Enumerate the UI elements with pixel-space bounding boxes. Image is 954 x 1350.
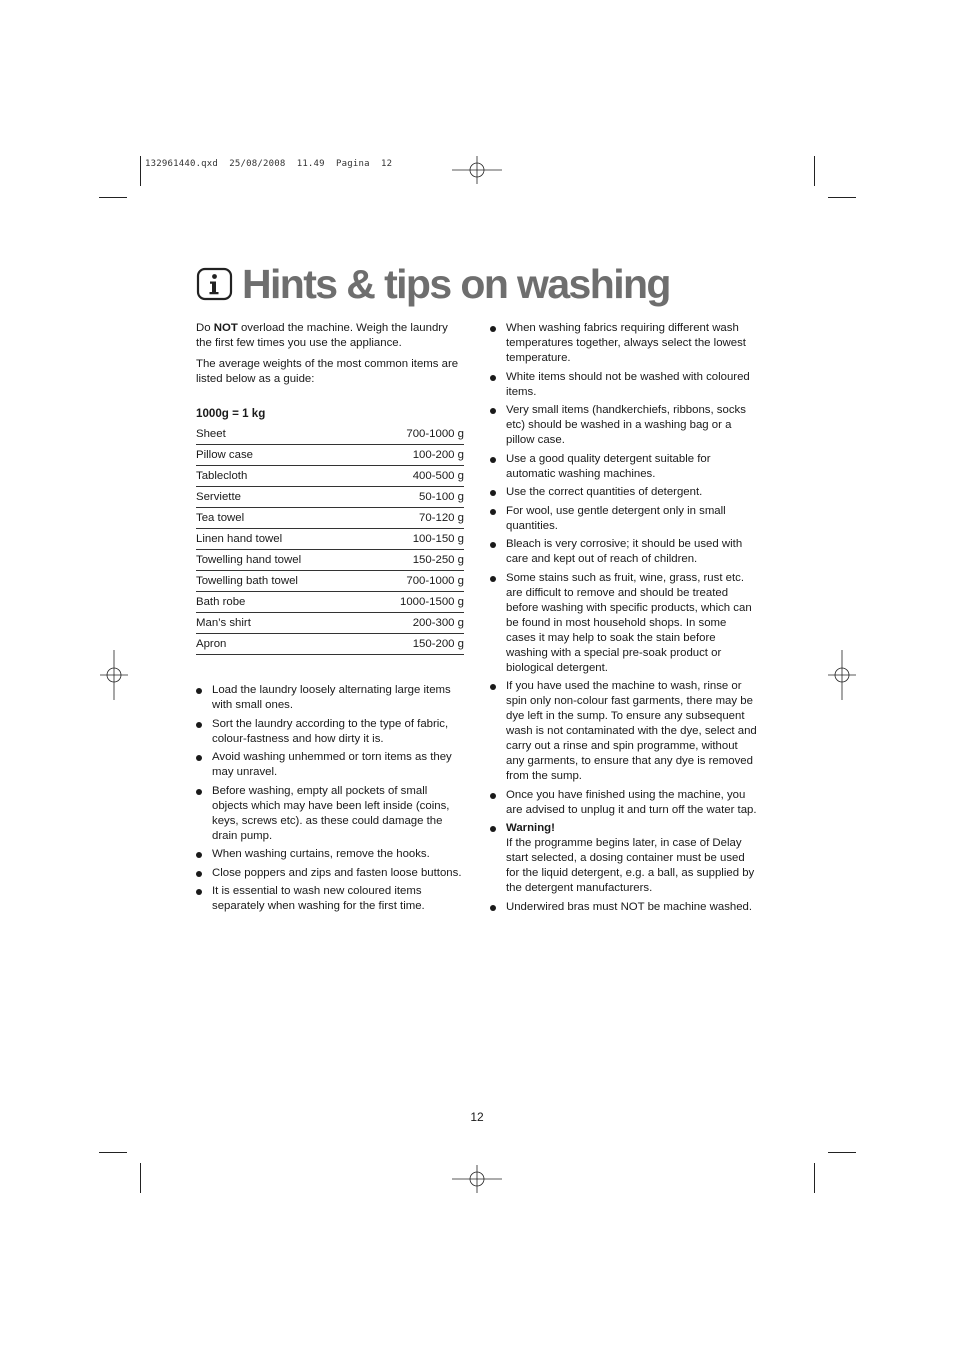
bullet-icon <box>490 684 496 690</box>
info-icon <box>196 266 234 302</box>
list-item-text: For wool, use gentle detergent only in small quantities. <box>506 504 726 532</box>
page-title: Hints & tips on washing <box>242 260 670 307</box>
page-number: 12 <box>470 1110 484 1124</box>
bullet-icon <box>490 490 496 496</box>
table-row <box>196 424 464 445</box>
weights-heading: 1000g = 1 kg <box>196 407 266 420</box>
list-item-text: White items should not be washed with coloured items. <box>506 370 750 398</box>
list-item-text: Some stains such as fruit, wine, grass, rust etc. are difficult to remove and should be treated before washing with specific products, which can be found in most household shops. In some cases it may help to soak the stain before washing with a special pre-soak product or biological detergent. <box>506 571 752 674</box>
item-weight: 200-300 g <box>412 617 464 629</box>
crop-mark <box>828 1152 856 1153</box>
list-item <box>196 884 464 914</box>
item-name: Apron <box>196 638 227 650</box>
item-name: Sheet <box>196 428 226 440</box>
item-name: Towelling hand towel <box>196 554 302 566</box>
bullet-icon <box>196 871 202 877</box>
item-weight: 1000-1500 g <box>400 596 464 608</box>
page-header <box>196 258 670 310</box>
list-item-text: Sort the laundry according to the type of fabric, colour-fastness and how dirty it is. <box>212 717 449 745</box>
table-row <box>196 487 464 508</box>
item-name: Linen hand towel <box>196 533 283 545</box>
list-item <box>490 370 758 400</box>
right-column <box>490 321 758 918</box>
item-weight: 400-500 g <box>412 470 464 482</box>
table-row <box>196 466 464 487</box>
bullet-icon <box>196 789 202 795</box>
list-item-text: Once you have finished using the machine, you are advised to unplug it and turn off the water tap. <box>506 788 757 816</box>
item-name: Tablecloth <box>196 470 248 482</box>
item-weight: 50-100 g <box>419 491 464 503</box>
bullet-icon <box>196 688 202 694</box>
warning-item <box>490 821 758 896</box>
bullet-icon <box>490 408 496 414</box>
intro-paragraph: The average weights of the most common items are listed below as a guide: <box>196 358 459 385</box>
item-name: Bath robe <box>196 596 246 608</box>
list-item <box>196 717 464 747</box>
registration-mark-icon <box>817 650 867 700</box>
item-weight: 700-1000 g <box>406 428 464 440</box>
list-item <box>196 750 464 780</box>
list-item <box>490 321 758 366</box>
bullet-icon <box>490 542 496 548</box>
list-item-text: Bleach is very corrosive; it should be used with care and kept out of reach of children. <box>506 538 743 565</box>
crop-mark <box>828 197 856 198</box>
list-item <box>490 679 758 784</box>
registration-mark-icon <box>89 650 139 700</box>
item-name: Tea towel <box>196 512 245 524</box>
item-weight: 150-200 g <box>412 638 464 650</box>
list-item <box>490 900 758 915</box>
table-row <box>196 445 464 466</box>
intro-text: Do <box>196 322 214 334</box>
intro-paragraph <box>196 321 464 351</box>
warning-text: If the programme begins later, in case of Delay start selected, a dosing container must be used for the liquid detergent, e.g. a ball, as supplied by the detergent manufacturers. <box>506 837 755 894</box>
item-name: Serviette <box>196 491 241 503</box>
list-item-text: Before washing, empty all pockets of small objects which may have been left inside (coins, keys, screws etc). as these could damage the drain pump. <box>212 784 450 842</box>
list-item-text: Avoid washing unhemmed or torn items as they may unravel. <box>212 751 452 778</box>
table-row <box>196 529 464 550</box>
right-bullet-list <box>490 321 758 915</box>
list-item <box>490 485 758 500</box>
table-row <box>196 550 464 571</box>
list-item-text: If you have used the machine to wash, rinse or spin only non-colour fast garments, there may be dye left in the sump. To ensure any subsequent wash is not contaminated with the dye, select and carry out a rinse and spin programme, without any garments, to ensure that any dye is removed from the sump. <box>506 680 757 782</box>
registration-mark-icon <box>452 145 502 195</box>
item-weight: 70-120 g <box>419 512 464 524</box>
list-item-text: Close poppers and zips and fasten loose buttons. <box>212 866 462 879</box>
item-name: Man’s shirt <box>196 617 251 629</box>
bullet-icon <box>490 375 496 381</box>
print-slug: 132961440.qxd 25/08/2008 11.49 Pagina 12 <box>145 159 393 169</box>
bullet-icon <box>196 755 202 761</box>
crop-mark <box>99 197 127 198</box>
list-item-text: Use a good quality detergent suitable for automatic washing machines. <box>506 452 711 480</box>
bullet-icon <box>490 457 496 463</box>
table-row <box>196 508 464 529</box>
bullet-icon <box>490 793 496 799</box>
list-item-text: When washing fabrics requiring different wash temperatures together, always select the lowest temperature. <box>506 322 746 364</box>
weights-table <box>196 424 464 655</box>
bullet-icon <box>196 852 202 858</box>
bullet-icon <box>490 326 496 332</box>
list-item-text: Use the correct quantities of detergent. <box>506 486 703 498</box>
list-item <box>490 403 758 448</box>
bullet-icon <box>490 576 496 582</box>
crop-mark <box>99 1152 127 1153</box>
item-weight: 150-250 g <box>412 554 464 566</box>
list-item <box>196 784 464 844</box>
list-item <box>490 504 758 534</box>
table-row <box>196 571 464 592</box>
intro-text: overload the machine. Weigh the laundry the first few times you use the appliance. <box>196 322 448 349</box>
intro-emphasis: NOT <box>213 322 238 334</box>
list-item <box>196 683 464 713</box>
bullet-icon <box>490 905 496 911</box>
crop-mark <box>140 1163 141 1193</box>
registration-mark-icon <box>452 1154 502 1204</box>
list-item-text: Load the laundry loosely alternating large items with small ones. <box>212 684 451 711</box>
bullet-icon <box>196 722 202 728</box>
list-item <box>490 452 758 482</box>
item-weight: 100-150 g <box>412 533 464 545</box>
crop-mark <box>814 1163 815 1193</box>
list-item-text: It is essential to wash new coloured items separately when washing for the first time. <box>212 885 425 912</box>
left-column <box>196 321 464 918</box>
crop-mark <box>814 156 815 186</box>
list-item <box>490 788 758 818</box>
list-item-text: Underwired bras must NOT be machine washed. <box>506 900 753 913</box>
table-row <box>196 592 464 613</box>
list-item-text: Very small items (handkerchiefs, ribbons, socks etc) should be washed in a washing bag or a pillow case. <box>506 404 746 446</box>
item-weight: 700-1000 g <box>406 575 464 587</box>
bullet-icon <box>490 509 496 515</box>
bullet-icon <box>196 889 202 895</box>
crop-mark <box>140 156 141 186</box>
table-row <box>196 634 464 655</box>
list-item <box>196 866 464 881</box>
list-item <box>490 571 758 676</box>
item-name: Pillow case <box>196 449 253 461</box>
list-item <box>196 847 464 862</box>
bullet-icon <box>490 826 496 832</box>
item-weight: 100-200 g <box>412 449 464 461</box>
item-name: Towelling bath towel <box>196 575 298 587</box>
warning-title: Warning! <box>506 822 555 834</box>
list-item <box>490 537 758 567</box>
left-bullet-list <box>196 683 464 914</box>
list-item-text: When washing curtains, remove the hooks. <box>212 848 430 860</box>
table-row <box>196 613 464 634</box>
